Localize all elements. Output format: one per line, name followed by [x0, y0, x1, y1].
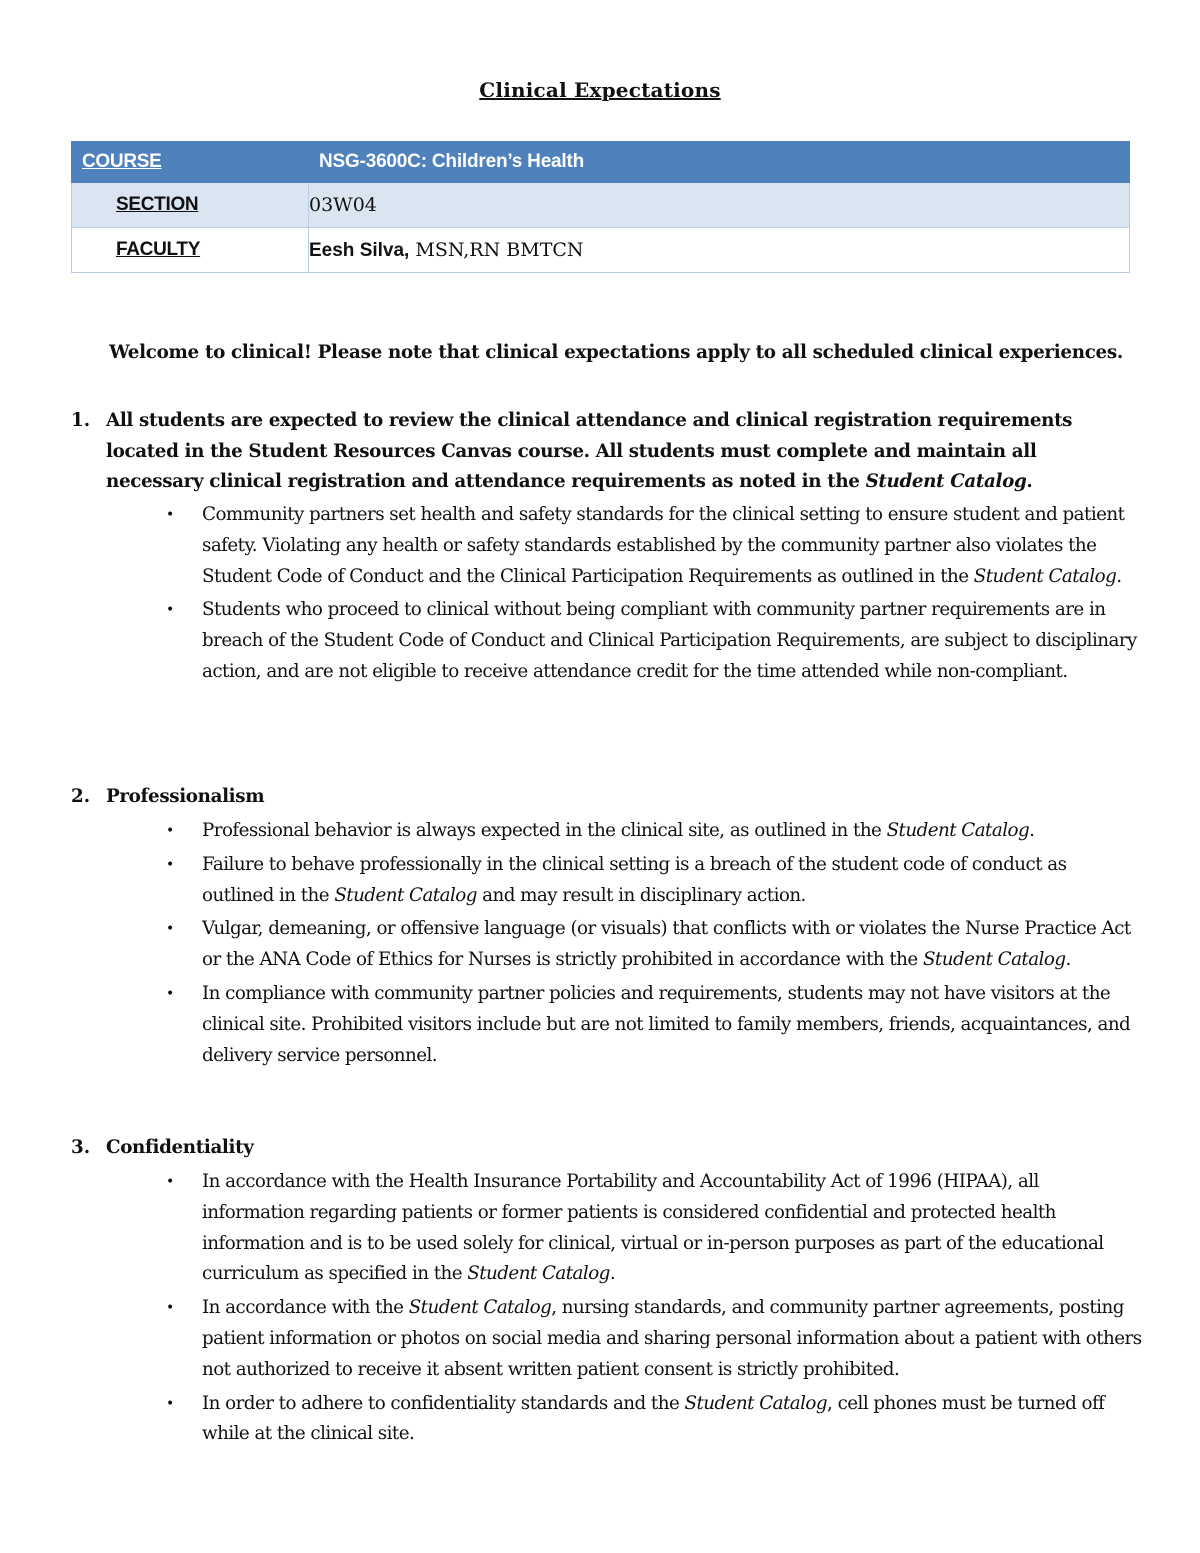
item-number: 3. — [71, 1137, 91, 1158]
document-title: Clinical Expectations — [479, 78, 721, 102]
bullet-item: • Community partners set health and safety standards for the clinical setting to ensure student and patient safety. Violating any health or safety standards established by the community partner also violates the Student Code of Conduct and the Clinical Participation Requirements as outlined in the Student Catalog. — [0, 500, 1142, 592]
faculty-name: Eesh Silva, — [309, 239, 410, 261]
faculty-row — [72, 228, 1130, 273]
bullet-icon: • — [166, 1300, 174, 1317]
catalog-reference: Student Catalog — [865, 471, 1027, 492]
heading-text: All students are expected to review the clinical attendance and clinical registration requirements located in the Student Resources Canvas course. All students must complete and maintain all necessary clinical registration and attendance requirements as noted in the — [106, 410, 1073, 492]
item-3-bullets — [0, 1167, 1200, 1453]
bullet-icon: • — [166, 1395, 174, 1412]
heading-text-end: . — [1026, 471, 1033, 492]
bullet-item: • Vulgar, demeaning, or offensive language (or visuals) that conflicts with or violates the Nurse Practice Act or the ANA Code of Ethics for Nurses is strictly prohibited in accordance with the Student Catalog. — [0, 914, 1142, 976]
course-info-table — [71, 141, 1130, 273]
bullet-item: • In order to adhere to confidentiality standards and the Student Catalog, cell phones must be turned off while at the clinical site. — [0, 1389, 1142, 1451]
item-heading — [106, 406, 1096, 498]
catalog-reference: Student Catalog — [467, 1263, 610, 1285]
welcome-message: Welcome to clinical! Please note that clinical expectations apply to all scheduled clinical experiences. — [109, 342, 1123, 363]
bullet-icon: • — [166, 823, 174, 839]
catalog-reference: Student Catalog — [973, 565, 1117, 587]
course-value: NSG-3600C: Children’s Health — [309, 142, 1130, 183]
section-label: SECTION — [72, 183, 309, 228]
item-number: 2. — [71, 786, 91, 807]
catalog-reference: Student Catalog — [922, 949, 1066, 971]
bullet-icon: • — [166, 985, 174, 1002]
bullet-item: • Professional behavior is always expected in the clinical site, as outlined in the Student Catalog. — [0, 816, 1142, 847]
item-1-bullets — [0, 500, 1200, 691]
bullet-icon: • — [166, 507, 174, 523]
bullet-item: • In accordance with the Health Insurance Portability and Accountability Act of 1996 (HIPAA), all information regarding patients or former patients is considered confidential and protected health information and is to be used solely for clinical, virtual or in-person purposes as part of the educational curriculum as specified in the Student Catalog. — [0, 1167, 1142, 1290]
faculty-value — [309, 228, 1130, 273]
bullet-icon: • — [166, 921, 174, 938]
item-heading: Confidentiality — [106, 1137, 254, 1158]
bullet-item: • In accordance with the Student Catalog, nursing standards, and community partner agreements, posting patient information or photos on social media and sharing personal information about a patient with others not authorized to receive it absent written patient consent is strictly prohibited. — [0, 1293, 1142, 1385]
item-number: 1. — [71, 410, 91, 431]
item-2-bullets — [0, 816, 1200, 1074]
bullet-icon: • — [166, 1174, 174, 1190]
catalog-reference: Student Catalog — [334, 884, 477, 906]
section-value: 03W04 — [309, 183, 1130, 228]
faculty-credentials: MSN,RN BMTCN — [409, 238, 584, 261]
bullet-icon: • — [166, 856, 174, 873]
bullet-icon: • — [166, 602, 174, 619]
course-label: COURSE — [72, 142, 309, 183]
bullet-item: • Failure to behave professionally in the clinical setting is a breach of the student code of conduct as outlined in the Student Catalog and may result in disciplinary action. — [0, 850, 1142, 912]
catalog-reference: Student Catalog — [886, 820, 1030, 841]
bullet-item: • Students who proceed to clinical without being compliant with community partner requirements are in breach of the Student Code of Conduct and Clinical Participation Requirements, are subject to disciplinary action, and are not eligible to receive attendance credit for the time attended while non-compliant. — [0, 595, 1142, 687]
section-row — [72, 183, 1130, 228]
item-heading: Professionalism — [106, 786, 265, 807]
faculty-label: FACULTY — [72, 228, 309, 273]
catalog-reference: Student Catalog — [684, 1392, 828, 1414]
bullet-item: • In compliance with community partner policies and requirements, students may not have visitors at the clinical site. Prohibited visitors include but are not limited to family members, friends, acquaintances, and delivery service personnel. — [0, 979, 1142, 1071]
catalog-reference: Student Catalog — [408, 1297, 552, 1319]
course-row — [72, 142, 1130, 183]
